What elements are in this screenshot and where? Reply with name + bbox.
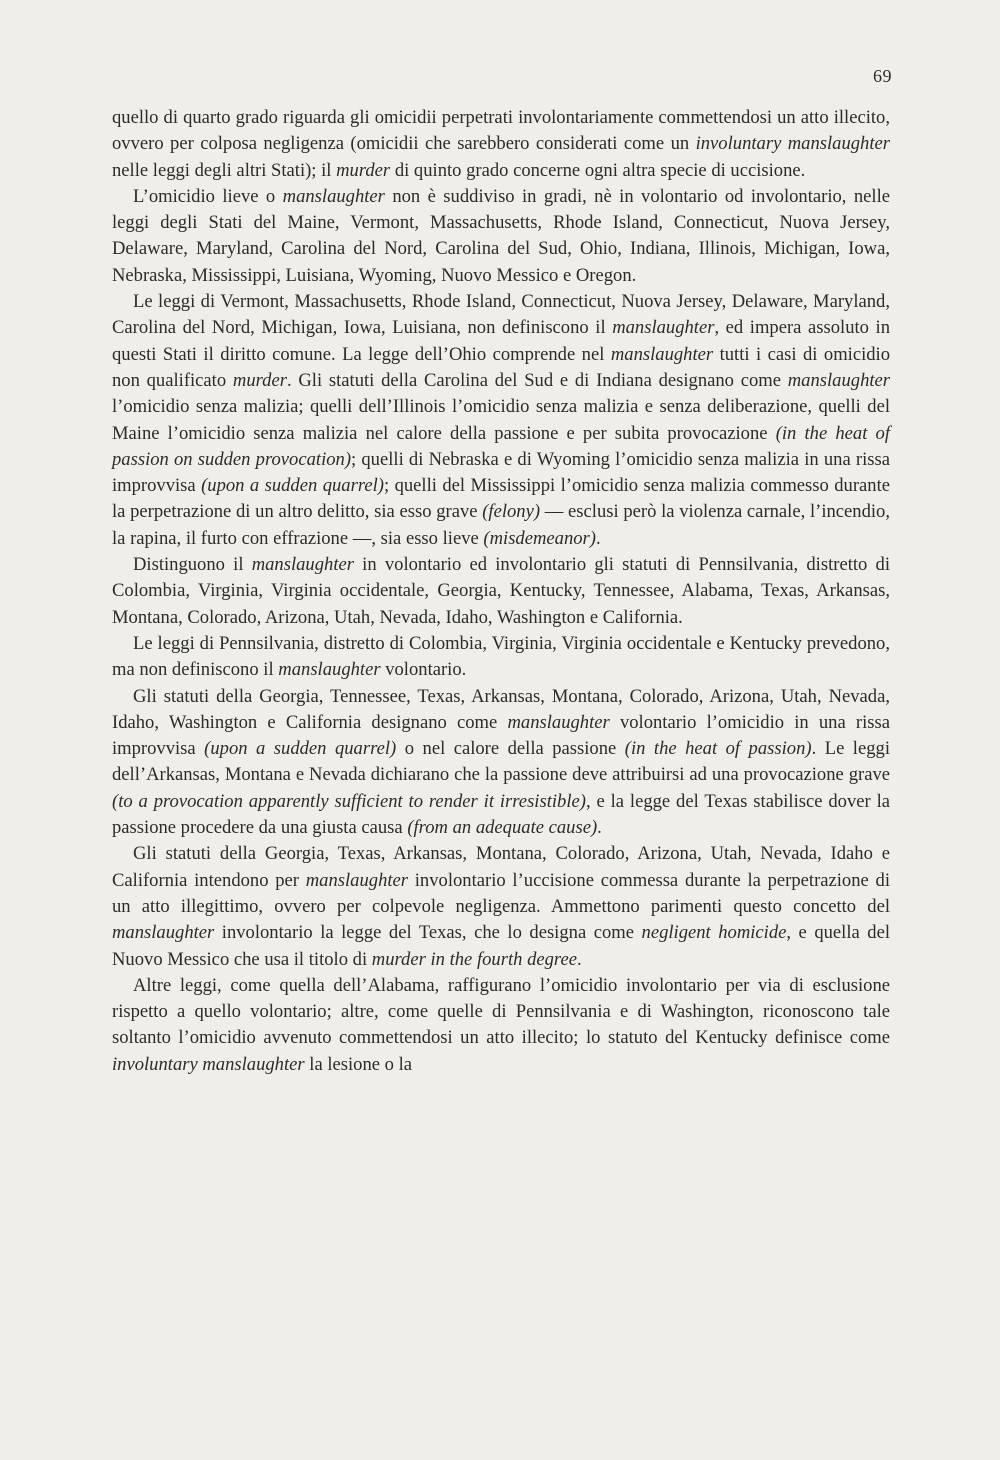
italic-term: manslaughter (282, 185, 385, 207)
text-run: , ed impera assoluto in questi Stati il diritto comune. La legge dell’Ohio comprende nel (112, 317, 890, 365)
paragraph (112, 184, 890, 289)
text-run: ; quelli del Mississippi l’omicidio senza malizia commesso durante la perpetrazione di un altro delitto, sia esso grave (112, 475, 891, 523)
italic-term: manslaughter (251, 554, 354, 576)
italic-term: (upon a sudden quarrel) (204, 738, 397, 760)
paragraph (112, 631, 890, 684)
italic-term: manslaughter (507, 711, 610, 733)
text-run: — esclusi però la violenza carnale, l’incendio, la rapina, il furto con effrazione —, sia esso lieve (112, 501, 890, 549)
paragraph (112, 105, 890, 184)
italic-term: involuntary manslaughter (695, 133, 891, 155)
text-run: non è suddiviso in gradi, nè in volontario od involontario, nelle leggi degli Stati del Maine, Vermont, Massachusetts, Rhode Island, Connecticut, Nuova Jersey, Delaware, Maryland, Carolina del Nord, Carolina del Sud, Ohio, Indiana, Illinois, Michigan, Iowa, Nebraska, Mississippi, Luisiana, Wyoming, Nuovo Messico e Oregon. (112, 185, 890, 286)
text-run: . Gli statuti della Carolina del Sud e di Indiana designano come (286, 369, 788, 391)
italic-term: (from an adequate cause) (407, 817, 598, 839)
text-run: . (576, 948, 582, 970)
text-run: . (595, 527, 601, 549)
text-run: Altre leggi, come quella dell’Alabama, raffigurano l’omicidio involontario per via di esclusione rispetto a quello volontario; altre, come quelle di Pennsilvania e di Washington, riconoscono tale soltanto l’omicidio avvenuto commettendosi un atto illecito; lo statuto del Kentucky definisce come (112, 974, 890, 1049)
paragraph (112, 552, 890, 631)
italic-term: manslaughter (112, 922, 215, 944)
text-run: L’omicidio lieve o (133, 185, 283, 207)
text-run: quello di quarto grado riguarda gli omicidii perpetrati involontariamente commettendosi un atto illecito, ovvero per colposa negligenza (omicidii che sarebbero considerati come un (112, 107, 890, 155)
italic-term: manslaughter (610, 343, 714, 365)
page-number: 69 (873, 66, 892, 86)
italic-term: negligent homicide (641, 922, 787, 944)
text-run: involontario l’uccisione commessa durante la perpetrazione di un atto illegittimo, ovvero per colpevole negligenza. Ammettono parimenti questo concetto del (112, 869, 890, 917)
italic-term: involuntary manslaughter (112, 1053, 305, 1075)
text-run: o nel calore della passione (396, 738, 625, 760)
text-run: . Le leggi dell’Arkansas, Montana e Nevada dichiarano che la passione deve attribuirsi ad una provocazione grave (112, 738, 890, 786)
italic-term: (upon a sudden quarrel) (201, 475, 384, 497)
italic-term: (misdemeanor) (483, 527, 596, 549)
text-run: , e quella del Nuovo Messico che usa il titolo di (112, 922, 891, 970)
italic-term: (in the heat of passion) (624, 738, 812, 760)
text-run: . (597, 817, 602, 839)
italic-term: murder (336, 159, 391, 181)
italic-term: manslaughter (305, 869, 409, 891)
paragraph (112, 684, 890, 842)
body-text (112, 105, 890, 1078)
text-run: Gli statuti della Georgia, Texas, Arkansas, Montana, Colorado, Arizona, Utah, Nevada, Idaho e California intendono per (112, 843, 890, 891)
text-run: tutti i casi di omicidio non qualificato (112, 343, 891, 391)
text-run: Gli statuti della Georgia, Tennessee, Texas, Arkansas, Montana, Colorado, Arizona, Utah, Nevada, Idaho, Washington e California designano come (112, 685, 890, 733)
italic-term: (to a provocation apparently sufficient to render it irresistible) (112, 790, 586, 812)
text-run: di quinto grado concerne ogni altra specie di uccisione. (390, 159, 806, 181)
paragraph (112, 289, 890, 552)
italic-term: (felony) (482, 501, 541, 523)
text-run: , e la legge del Texas stabilisce dover la passione procedere da una giusta causa (112, 790, 890, 839)
paragraph (112, 841, 890, 972)
text-run: la lesione o la (304, 1053, 413, 1075)
paragraph (112, 973, 890, 1078)
italic-term: manslaughter (787, 369, 891, 391)
text-run: Distinguono il (133, 554, 252, 576)
text-run: volontario. (380, 659, 467, 681)
text-run: l’omicidio senza malizia; quelli dell’Illinois l’omicidio senza malizia e senza deliberazione, quelli del Maine l’omicidio senza malizia nel calore della passione e per subita provocazione (112, 396, 890, 444)
italic-term: (in the heat of passion on sudden provocation) (112, 422, 890, 470)
italic-term: murder in the fourth degree (371, 948, 577, 970)
italic-term: murder (232, 369, 287, 391)
italic-term: manslaughter (612, 317, 715, 339)
text-run: Le leggi di Pennsilvania, distretto di Colombia, Virginia, Virginia occidentale e Kentucky prevedono, ma non definiscono il (112, 632, 890, 681)
text-run: ; quelli di Nebraska e di Wyoming l’omicidio senza malizia in una rissa improvvisa (112, 448, 890, 497)
italic-term: manslaughter (278, 659, 381, 681)
text-run: involontario la legge del Texas, che lo designa come (214, 922, 642, 944)
text-run: volontario l’omicidio in una rissa improvvisa (112, 711, 891, 760)
text-run: Le leggi di Vermont, Massachusetts, Rhode Island, Connecticut, Nuova Jersey, Delaware, Maryland, Carolina del Nord, Michigan, Iowa, Luisiana, non definiscono il (112, 291, 890, 339)
text-run: in volontario ed involontario gli statuti di Pennsilvania, distretto di Colombia, Virginia, Virginia occidentale, Georgia, Kentucky, Tennessee, Alabama, Texas, Arkansas, Montana, Colorado, Arizona, Utah, Nevada, Idaho, Washington e California. (112, 554, 890, 628)
text-run: nelle leggi degli altri Stati); il (112, 159, 337, 181)
